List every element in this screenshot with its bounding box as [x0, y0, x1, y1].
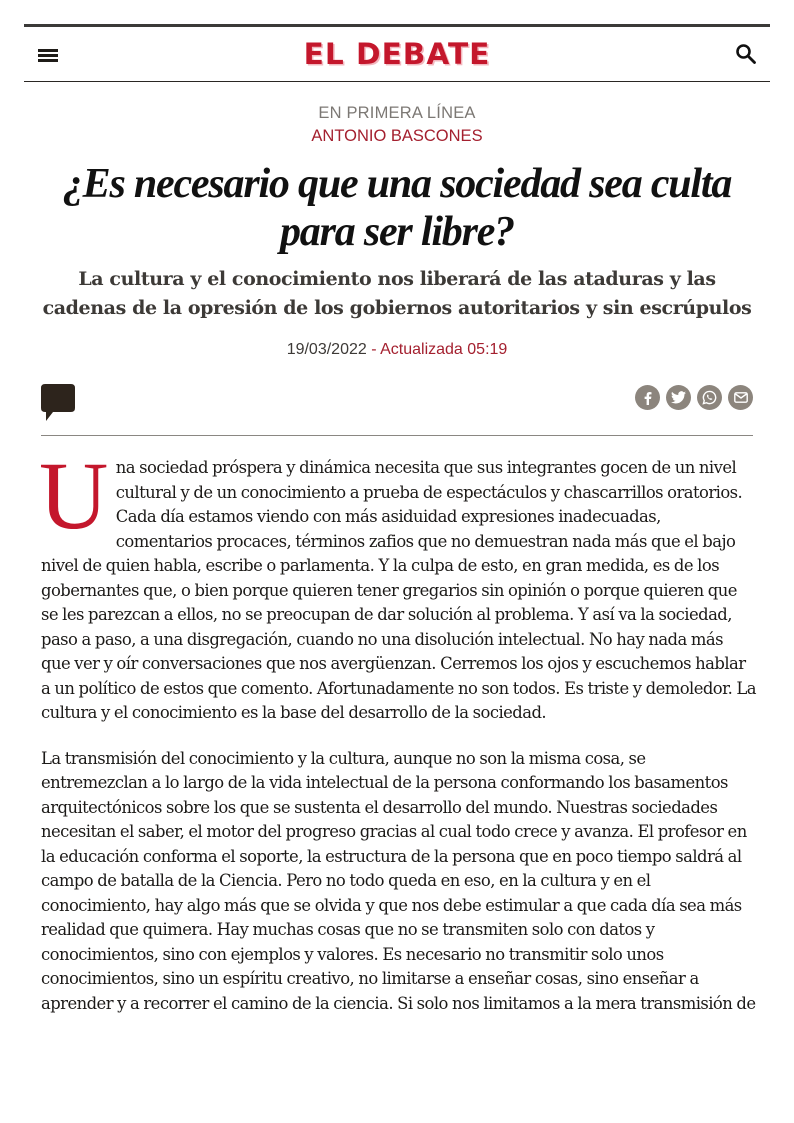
hamburger-menu-icon: [38, 49, 58, 52]
share-twitter-button[interactable]: [666, 385, 691, 410]
publish-date: 19/03/2022: [286, 341, 367, 358]
article-paragraph: [39, 442, 756, 726]
share-whatsapp-button[interactable]: [697, 385, 722, 410]
updated-time: Actualizada 05:19: [380, 341, 508, 358]
article-dateline: [0, 341, 794, 359]
mail-icon: [734, 392, 748, 403]
twitter-icon: [671, 391, 686, 404]
site-header: [24, 24, 770, 82]
date-separator: -: [366, 341, 381, 358]
hamburger-menu-icon-bar: [38, 59, 58, 62]
article-section[interactable]: EN PRIMERA LÍNEA: [318, 104, 476, 122]
article-subtitle: La cultura y el conocimiento nos liberará de las ataduras y las cadenas de la opresión de los gobiernos autoritarios y sin escrúpulos: [42, 268, 752, 319]
article-paragraph: La transmisión del conocimiento y la cultura, aunque no son la misma cosa, se entremezclan a lo largo de la vida intelectual de la persona conformando los basamentos arquitectónicos sobre los que se sustenta el desarrollo del mundo. Nuestras sociedades necesitan el saber, el motor del progreso gracias al cual todo crece y avanza. El profesor en la educación conforma el soporte, la estructura de la persona que en poco tiempo saldrá al campo de batalla de la Ciencia. Pero no todo queda en eso, en la cultura y en el conocimiento, hay algo más que se olvida y que nos debe estimular a que cada día sea más realidad que quimera. Hay muchas cosas que no se transmiten solo con datos y conocimientos, sino con ejemplos y valores. Es necesario no transmitir solo unos conocimientos, sino un espíritu creativo, no limitarse a enseñar cosas, sino enseñar a aprender y a recorrer el camino de la ciencia. Si solo nos limitamos a la mera transmisión de: [41, 748, 756, 1013]
comment-bubble-icon: [41, 384, 75, 422]
article-author[interactable]: ANTONIO BASCONES: [311, 127, 483, 145]
whatsapp-icon: [702, 390, 717, 405]
facebook-icon: [641, 391, 655, 405]
search-button[interactable]: [734, 42, 758, 66]
paragraph-text: na sociedad próspera y dinámica necesita que sus integrantes gocen de un nivel cultural y de un conocimiento a prueba de espectáculos y chascarrillos oratorios. Cada día estamos viendo con más asiduidad expresiones inadecuadas, comentarios procaces, términos zafios que no demuestran nada más que el bajo nivel de quien habla, escribe o parlamenta. Y la culpa de esto, en gran medida, es de los gobernantes que, o bien porque quieren tener gregarios sin opinión o porque quieren que se les parezcan a ellos, no se preocupan de dar solución al problema. Y así va la sociedad, paso a paso, a una disgregación, cuando no una disolución intelectual. No hay nada más que ver y oír conversaciones que nos avergüenzan. Cerremos los ojos y escuchemos hablar a un político de estos que comento. Afortunadamente no son todos. Es triste y demoledor. La cultura y el conocimiento es la base del desarrollo de la sociedad.: [41, 458, 756, 722]
site-logo[interactable]: EL DEBATE: [303, 37, 491, 71]
share-facebook-button[interactable]: [635, 385, 660, 410]
article-title: ¿Es necesario que una sociedad sea culta para ser libre?: [62, 161, 732, 255]
header-divider: [41, 435, 753, 436]
article-body: [39, 442, 756, 1037]
menu-button[interactable]: [38, 44, 60, 64]
share-bar: [635, 385, 753, 410]
drop-cap: U: [39, 442, 108, 549]
search-icon: [734, 42, 758, 66]
comments-button[interactable]: [41, 384, 75, 422]
hamburger-menu-icon-bar: [38, 54, 58, 57]
share-email-button[interactable]: [728, 385, 753, 410]
